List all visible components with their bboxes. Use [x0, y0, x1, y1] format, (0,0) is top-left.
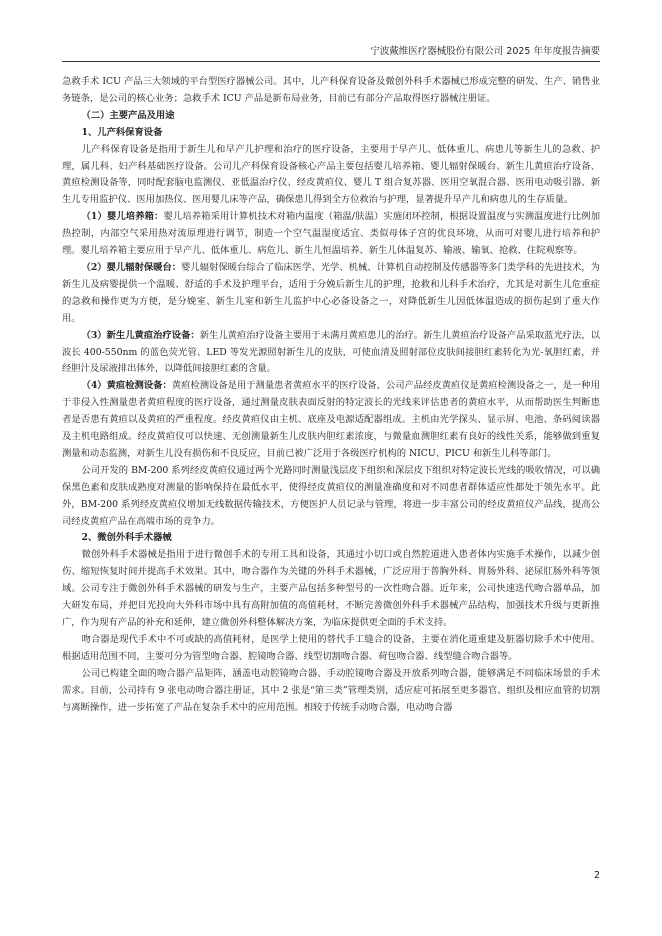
item-lead: （1）婴儿培养箱：: [81, 211, 164, 223]
item-lead: （2）婴儿辐射保暖台：: [81, 261, 182, 273]
item-text: 婴儿培养箱采用计算机技术对箱内温度（箱温/肤温）实施闭环控制，根据设置温度与实测温度进行比例加热控制，内部空气采用热对流原理进行调节，制造一个空气温湿度适宜、类似母体子宫的优良环境，从而可对婴儿进行培养和护理。婴儿培养箱主要应用于早产儿、低体重儿、病危儿、新生儿恒温培养、新生儿体温复苏、输液、输氧、抢救、住院观察等。: [62, 211, 600, 257]
item-text: 婴儿辐射保暖台综合了临床医学、光学、机械、计算机自动控制及传感器等多门类学科的先进技术，为新生儿及病婴提供一个温暖、舒适的手术及护理平台，适用于分娩后新生儿的护理，抢救和儿科手术治疗，尤其是对新生儿危重症的急救和操作更为方便，是分娩室、新生儿室和新生儿监护中心必备设备之一，对降低新生儿因低体温造成的损伤起到了重大作用。: [62, 261, 600, 324]
paragraph: [62, 328, 600, 379]
paragraph: [62, 260, 600, 328]
paragraph: 儿产科保育设备是指用于新生儿和早产儿护理和治疗的医疗设备，主要用于早产儿、低体重儿、病患儿等新生儿的急救、护理，属儿科、妇产科基础医疗设备。公司儿产科保育设备核心产品主要包括婴儿培养箱、婴儿辐射保暖台、新生儿黄疸治疗设备、黄疸检测设备等，同时配套脑电监测仪、亚低温治疗仪、经皮黄疸仪、婴儿 T 组合复苏器、医用空氧混合器、医用电动吸引器、新生儿专用监护仪、医用加热仪、医用婴儿床等产品，确保患儿得到全方位救治与护理，显著提升早产儿和病患儿的生存质量。: [62, 143, 600, 206]
subsection-heading: 1、儿产科保育设备: [81, 126, 163, 138]
item-text: 黄疸检测设备是用于测量患者黄疸水平的医疗设备，公司产品经皮黄疸仪是黄疸检测设备之一，是一种用于非侵入性测量患者黄疸程度的医疗设备，通过测量皮肤表面反射的特定波长的光线来评估患者的黄疸水平，从而帮助医生判断患者是否患有黄疸以及黄疸的严重程度。经皮黄疸仪由主机、底座及电源适配器组成。主机由光学探头、显示屏、电池、条码阅读器及主机电路组成。经皮黄疸仪可以快速、无创测量新生儿皮肤内胆红素浓度，与微量血测胆红素有良好的线性关系，能够做到重复测量和动态监测，对新生儿没有损伤和不良反应，目前已被广泛用于各级医疗机构的 NICU、PICU 和新生儿科等部门。: [62, 380, 600, 459]
item-text: 新生儿黄疸治疗设备主要用于未满月黄疸患儿的治疗。新生儿黄疸治疗设备产品采取蓝光疗法，以波长 400-550nm 的蓝色荧光管、LED 等发光源照射新生儿的皮肤，可使血清及照射部位皮肤间接胆红素转化为光-氧胆红素，并经胆汁及尿液排出体外，以降低间接胆红素的含量。: [62, 329, 600, 375]
paragraph: 急救手术 ICU 产品三大领域的平台型医疗器械公司。其中，儿产科保育设备及微创外科手术器械已形成完整的研发、生产、销售业务链条，是公司的核心业务；急救手术 ICU 产品是新布局业务，目前已有部分产品取得医疗器械注册证。: [62, 76, 600, 104]
paragraph: 公司已构建全面的吻合器产品矩阵，涵盖电动腔镜吻合器、手动腔镜吻合器及开放系列吻合器，能够满足不同临床场景的手术需求。目前，公司持有 9 张电动吻合器注册证，其中 2 张是“第三类”管理类别，适应症可拓展至更多器官、组织及相应血管的切割与离断操作，进一步拓宽了产品在复杂手术中的应用范围。相较于传统手动吻合器，电动吻合器: [62, 667, 600, 713]
paragraph: 公司开发的 BM-200 系列经皮黄疸仪通过两个光路同时测量浅层皮下组织和深层皮下组织对特定波长光线的吸收情况，可以确保黑色素和皮肤成熟度对测量的影响保持在最低水平，使得经皮黄疸仪的测量准确度和对不同患者群体适应性都处于领先水平。此外，BM-200 系列经皮黄疸仪增加无线数据传输技术，方便医护人员记录与管理，将进一步丰富公司的经皮黄疸仪产品线，提高公司经皮黄疸产品在高端市场的竞争力。: [62, 464, 600, 527]
item-lead: （4）黄疸检测设备：: [81, 380, 172, 392]
paragraph: [62, 209, 600, 260]
page-number: 2: [593, 870, 600, 881]
item-lead: （3）新生儿黄疸治疗设备：: [81, 329, 200, 341]
page-header: [62, 44, 600, 62]
document-body: [62, 74, 600, 716]
paragraph: 吻合器是现代手术中不可或缺的高值耗材，是医学上使用的替代手工缝合的设备，主要在消化道重建及脏器切除手术中使用。根据适用范围不同，主要可分为管型吻合器、腔镜吻合器、线型切割吻合器、荷包吻合器、线型缝合吻合器等。: [62, 633, 600, 662]
paragraph: 微创外科手术器械是指用于进行微创手术的专用工具和设备，其通过小切口或自然腔道进入患者体内实施手术操作，以减少创伤、缩短恢复时间并提高手术效果。其中，吻合器作为关键的外科手术器械，广泛应用于普胸外科、胃肠外科、泌尿肛肠外科等领域。公司专注于微创外科手术器械的研发与生产，主要产品包括多种型号的一次性吻合器。近年来，公司快速迭代吻合器单品，加大研发布局，并把目光投向大外科市场中具有高附加值的高值耗材，不断完善微创外科手术器械产品结构，加强技术升级与更新推广，作为现有产品的补充和延伸，建立微创外科整体解决方案，为临床提供更全面的手术支持。: [62, 549, 600, 628]
paragraph: [62, 378, 600, 463]
section-heading: （二）主要产品及用途: [81, 109, 175, 121]
subsection-heading: 2、微创外科手术器械: [81, 532, 172, 544]
header-title: 宁波戴维医疗器械股份有限公司 2025 年年度报告摘要: [370, 46, 600, 57]
